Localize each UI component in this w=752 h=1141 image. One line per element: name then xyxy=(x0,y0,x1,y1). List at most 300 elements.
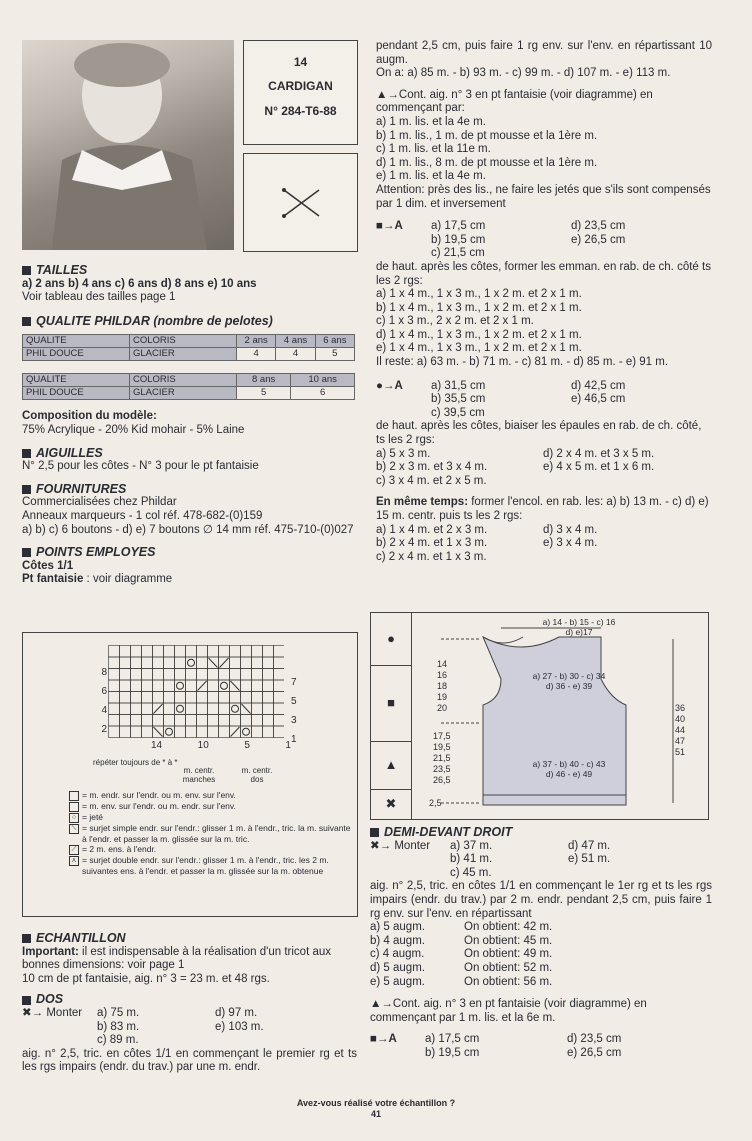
yarn-table-2 xyxy=(22,373,355,400)
row-label: 5 xyxy=(291,696,297,707)
yarn-over-mark xyxy=(243,728,250,735)
grid-cell xyxy=(208,692,219,704)
stitch-grid xyxy=(108,641,284,739)
pattern-card xyxy=(243,40,358,145)
row-label: 1 xyxy=(291,734,297,745)
yarn-over-mark xyxy=(221,682,228,689)
needles-card xyxy=(243,153,358,252)
size-value: d) 42,5 cm xyxy=(571,379,626,392)
grid-cell xyxy=(175,669,186,681)
table-cell: 5 xyxy=(237,387,291,400)
legend-item: = m. env. sur l'endr. ou m. endr. sur l'env. xyxy=(69,801,351,812)
grid-cell xyxy=(175,692,186,704)
grid-cell xyxy=(230,715,241,727)
list-item: a) 1 x 4 m. et 2 x 3 m. xyxy=(376,523,488,536)
qualite-heading: QUALITE PHILDAR (nombre de pelotes) xyxy=(22,315,357,329)
grid-cell xyxy=(153,646,164,658)
devant-heading: DEMI-DEVANT DROIT xyxy=(370,826,712,840)
devant-text: aig. n° 2,5, tric. en côtes 1/1 en commençant le 1er rg et ts les rgs impairs (endr. du trav.) par 2 m. endr. pendant 2,5 cm, puis faire 1 rg env. sur l'env. en répartissant xyxy=(370,880,712,920)
right-p4: Attention: près des lis., ne faire les jetés que s'ils sont compensés par 1 dim. et inversement xyxy=(376,183,711,210)
points-heading: POINTS EMPLOYES xyxy=(22,546,357,560)
grid-cell xyxy=(186,715,197,727)
size-value: c) 21,5 cm xyxy=(431,247,485,260)
aiguilles-heading: AIGUILLES xyxy=(22,447,357,461)
center-sleeves: m. centr. manches xyxy=(182,766,216,784)
size-value: b) 35,5 cm xyxy=(431,393,486,406)
table-cell: 5 xyxy=(315,348,354,361)
grid-cell xyxy=(241,715,252,727)
list-item: c) 2 x 4 m. et 1 x 3 m. xyxy=(376,550,487,563)
skp-mark xyxy=(242,704,251,714)
left-bottom xyxy=(22,926,357,1075)
grid-cell xyxy=(120,669,131,681)
schema-left-lower: 17,5 19,5 21,5 23,5 26,5 xyxy=(433,731,451,785)
legend-item: ⟋ = 2 m. ens. à l'endr. xyxy=(69,844,351,855)
grid-cell xyxy=(208,703,219,715)
grid-cell xyxy=(252,703,263,715)
size-value: a) 75 m. xyxy=(97,1006,140,1019)
right-column xyxy=(376,40,712,564)
grid-cell xyxy=(197,669,208,681)
yarn-over-icon: ○ xyxy=(69,813,79,823)
col-label: 10 xyxy=(197,740,209,751)
pattern-title: CARDIGAN xyxy=(268,78,333,93)
right-p7: de haut. après les côtes, biaiser les épaules en rab. de ch. côté, ts les 2 rgs: xyxy=(376,420,702,447)
right-p3: ▲→Cont. aig. n° 3 en pt fantaisie (voir diagramme) en commençant par: xyxy=(376,88,653,115)
cross-icon: ✖ xyxy=(385,796,397,811)
yarn-over-mark xyxy=(232,705,239,712)
grid-cell xyxy=(142,669,153,681)
size-value: d) 97 m. xyxy=(215,1006,258,1019)
sizes-note: Voir tableau des tailles page 1 xyxy=(22,291,176,304)
points-cotes: Côtes 1/1 xyxy=(22,559,74,572)
grid-cell xyxy=(263,657,274,669)
size-value: c) 45 m. xyxy=(450,866,492,879)
grid-cell xyxy=(186,680,197,692)
list-item: e) 1 x 4 m., 1 x 3 m., 1 x 2 m. et 2 x 1 m. xyxy=(376,342,582,355)
grid-cell xyxy=(153,692,164,704)
grid-cell xyxy=(252,646,263,658)
dos-monter: ✖→ Monter xyxy=(22,1006,83,1019)
child-cardigan-image xyxy=(22,40,234,250)
grid-cell xyxy=(230,669,241,681)
grid-cell xyxy=(164,657,175,669)
tailles-heading: TAILLES xyxy=(22,264,357,278)
knit-symbol-icon xyxy=(69,791,79,801)
grid-cell xyxy=(153,680,164,692)
size-value: e) 26,5 cm xyxy=(571,233,626,246)
size-value: b) 41 m. xyxy=(450,853,493,866)
col-label: 5 xyxy=(244,740,250,751)
grid-cell xyxy=(197,726,208,738)
grid-cell xyxy=(241,657,252,669)
table-cell: GLACIER xyxy=(130,348,237,361)
grid-cell xyxy=(164,692,175,704)
model-photo xyxy=(22,40,234,250)
size-value: d) 23,5 cm xyxy=(571,220,626,233)
aiguilles-text: N° 2,5 pour les côtes - N° 3 pour le pt fantaisie xyxy=(22,460,259,473)
grid-cell xyxy=(164,680,175,692)
devant-p2: ▲→Cont. aig. n° 3 en pt fantaisie (voir diagramme) en commençant par 1 m. lis. et la 6e m. xyxy=(370,998,647,1024)
back-schema xyxy=(370,612,709,820)
table-cell: GLACIER xyxy=(130,387,237,400)
grid-cell xyxy=(142,692,153,704)
square-icon: ■ xyxy=(371,665,411,742)
table-header: 2 ans xyxy=(237,335,276,348)
double-decrease-icon: ⋏ xyxy=(69,856,79,866)
grid-cell xyxy=(274,657,285,669)
back-shape-drawing xyxy=(411,613,708,819)
grid-cell xyxy=(131,726,142,738)
right-p1: pendant 2,5 cm, puis faire 1 rg env. sur l'env. en répartissant 10 augm. xyxy=(376,40,712,66)
composition-title: Composition du modèle: xyxy=(22,410,157,423)
table-cell: 4 xyxy=(276,348,315,361)
grid-cell xyxy=(142,703,153,715)
table-header: 6 ans xyxy=(315,335,354,348)
yarn-over-mark xyxy=(188,659,195,666)
grid-cell xyxy=(131,715,142,727)
repeat-note: répéter toujours de * à * xyxy=(93,758,178,767)
footer-question: Avez-vous réalisé votre échantillon ? xyxy=(296,1098,456,1108)
grid-cell xyxy=(252,669,263,681)
purl-symbol-icon xyxy=(69,802,79,812)
pattern-number: 14 xyxy=(293,55,308,69)
size-value: a) 17,5 cm xyxy=(431,220,486,233)
skp-mark xyxy=(154,727,163,737)
grid-cell xyxy=(241,680,252,692)
row-label: 2 xyxy=(101,724,107,735)
schema-legend-column xyxy=(371,613,412,819)
grid-cell xyxy=(219,669,230,681)
square-arrow-icon: ■→A xyxy=(376,220,403,233)
devant-monter: ✖→ Monter xyxy=(370,839,431,852)
list-item: e) 4 x 5 m. et 1 x 6 m. xyxy=(543,461,655,474)
table-cell: PHIL DOUCE xyxy=(23,348,130,361)
col-label: 14 xyxy=(151,740,163,751)
grid-cell xyxy=(263,646,274,658)
front-section xyxy=(370,826,712,1061)
list-item: a) 5 x 3 m. xyxy=(376,447,431,460)
grid-cell xyxy=(263,715,274,727)
list-item: e) 1 m. lis. et la 4e m. xyxy=(376,170,486,183)
grid-cell xyxy=(153,657,164,669)
row-label: 7 xyxy=(291,677,297,688)
grid-cell xyxy=(164,646,175,658)
size-value: d) 47 m. xyxy=(568,839,611,852)
schema-bottom-label: a) 37 - b) 40 - c) 43 d) 46 - e) 49 xyxy=(532,759,606,779)
grid-cell xyxy=(175,726,186,738)
grid-cell xyxy=(263,692,274,704)
armhole-heights xyxy=(376,220,712,261)
grid-cell xyxy=(241,692,252,704)
list-item: a) 1 x 4 m., 1 x 3 m., 1 x 2 m. et 2 x 1 m. xyxy=(376,288,582,301)
grid-cell xyxy=(109,703,120,715)
grid-cell xyxy=(131,680,142,692)
size-value: c) 39,5 cm xyxy=(431,406,485,419)
legend-item: ⋏ = surjet double endr. sur l'endr.: glisser 1 m. à l'endr., tric. les 2 m. suivantes ens. à l'endr. et passer la m. glissée sur la m. obtenue xyxy=(69,855,351,876)
yarn-over-mark xyxy=(177,682,184,689)
legend-item: ⟍ = surjet simple endr. sur l'endr.: glisser 1 m. à l'endr., tric. la m. suivante à l'endr. et passer la m. glissée sur la m. tric. xyxy=(69,823,351,844)
k2tog-mark xyxy=(231,727,240,737)
list-item: d) 1 x 4 m., 1 x 3 m., 1 x 2 m. et 2 x 1 m. xyxy=(376,328,582,341)
knitting-needles-icon xyxy=(244,154,357,251)
grid-cell xyxy=(230,657,241,669)
page-number: 41 xyxy=(370,1109,381,1119)
grid-cell xyxy=(263,680,274,692)
grid-cell xyxy=(175,646,186,658)
grid-cell xyxy=(142,646,153,658)
list-item: c) 1 x 3 m., 2 x 2 m. et 2 x 1 m. xyxy=(376,315,534,328)
size-value: a) 17,5 cm xyxy=(425,1033,480,1046)
grid-cell xyxy=(197,715,208,727)
grid-cell xyxy=(252,657,263,669)
size-value: b) 83 m. xyxy=(97,1020,140,1033)
grid-cell xyxy=(153,715,164,727)
row-label: 3 xyxy=(291,715,297,726)
grid-cell xyxy=(131,646,142,658)
grid-cell xyxy=(153,669,164,681)
row-label: 4 xyxy=(101,705,107,716)
grid-cell xyxy=(274,703,285,715)
grid-cell xyxy=(142,715,153,727)
pattern-ref: N° 284-T6-88 xyxy=(264,104,337,119)
dos-cast-on xyxy=(22,1007,357,1048)
table-header: 8 ans xyxy=(237,374,291,387)
grid-cell xyxy=(142,726,153,738)
size-value: e) 26,5 cm xyxy=(567,1046,622,1059)
bullet-square-icon xyxy=(22,934,31,943)
row-labels-left xyxy=(95,663,107,739)
grid-cell xyxy=(109,646,120,658)
list-item: b) 1 m. lis., 1 m. de pt mousse et la 1ère m. xyxy=(376,129,598,142)
grid-cell xyxy=(274,646,285,658)
fournitures-line: Commercialisées chez Phildar xyxy=(22,496,177,509)
chart-legend xyxy=(69,790,351,876)
bullet-square-icon xyxy=(22,548,31,557)
row-labels-right xyxy=(291,673,303,749)
grid-cell xyxy=(219,703,230,715)
grid-cell xyxy=(263,726,274,738)
schema-top-label: a) 14 - b) 15 - c) 16 d) e)17 xyxy=(542,617,616,637)
grid-cell xyxy=(197,692,208,704)
devant-heights xyxy=(370,1033,712,1060)
grid-cell xyxy=(208,646,219,658)
fournitures-line: a) b) c) 6 boutons - d) e) 7 boutons ∅ 14 mm réf. 475-710-(0)027 xyxy=(22,523,354,536)
grid-cell xyxy=(274,680,285,692)
grid-cell xyxy=(197,657,208,669)
echantillon-heading: ECHANTILLON xyxy=(22,932,357,946)
grid-cell xyxy=(230,692,241,704)
table-cell: PHIL DOUCE xyxy=(23,387,130,400)
grid-cell xyxy=(120,692,131,704)
bullet-square-icon xyxy=(22,996,31,1005)
grid-cell xyxy=(186,692,197,704)
grid-cell xyxy=(175,657,186,669)
grid-cell xyxy=(263,669,274,681)
grid-cell xyxy=(219,726,230,738)
grid-cell xyxy=(120,715,131,727)
grid-cell xyxy=(219,692,230,704)
list-item: d) 2 x 4 m. et 3 x 5 m. xyxy=(543,447,655,460)
grid-cell xyxy=(219,646,230,658)
grid-cell xyxy=(109,715,120,727)
sizes-list: a) 2 ans b) 4 ans c) 6 ans d) 8 ans e) 10 ans xyxy=(22,277,257,290)
echantillon-gauge: 10 cm de pt fantaisie, aig. n° 3 = 23 m. et 48 rgs. xyxy=(22,972,270,985)
list-item: b) 2 x 4 m. et 1 x 3 m. xyxy=(376,537,488,550)
bullet-square-icon xyxy=(22,317,31,326)
shoulder-heights xyxy=(376,380,712,421)
right-p2: On a: a) 85 m. - b) 93 m. - c) 99 m. - d) 107 m. - e) 113 m. xyxy=(376,67,671,80)
size-value: d) 23,5 cm xyxy=(567,1033,622,1046)
grid-cell xyxy=(109,692,120,704)
size-value: e) 46,5 cm xyxy=(571,393,626,406)
grid-cell xyxy=(109,726,120,738)
grid-cell xyxy=(131,657,142,669)
list-item: e) 3 x 4 m. xyxy=(543,537,598,550)
table-header: 4 ans xyxy=(276,335,315,348)
legend-item: ○ = jeté xyxy=(69,812,351,823)
neck-list xyxy=(376,524,712,565)
k2tog-mark xyxy=(220,658,229,668)
grid-cell xyxy=(208,680,219,692)
list-item: c) 3 x 4 m. et 2 x 5 m. xyxy=(376,474,487,487)
k2tog-icon: ⟋ xyxy=(69,845,79,855)
list-item: a) 1 m. lis. et la 4e m. xyxy=(376,115,486,128)
grid-cell xyxy=(274,669,285,681)
size-value: a) 31,5 cm xyxy=(431,379,486,392)
list-item: c) 1 m. lis. et la 11e m. xyxy=(376,143,491,156)
k2tog-mark xyxy=(198,681,207,691)
grid-cell xyxy=(142,680,153,692)
left-column xyxy=(22,258,357,587)
grid-cell xyxy=(109,680,120,692)
stitch-chart-box xyxy=(22,632,358,917)
grid-cell xyxy=(186,703,197,715)
schema-left-upper: 14 16 18 19 20 xyxy=(437,659,448,713)
grid-cell xyxy=(208,715,219,727)
echantillon-text: Important: il est indispensable à la réalisation d'un tricot aux bonnes dimensions: voir page 1 xyxy=(22,945,332,972)
grid-cell xyxy=(109,657,120,669)
row-label: 6 xyxy=(101,686,107,697)
right-p5: de haut. après les côtes, former les emman. en rab. de ch. côté ts les 2 rgs: xyxy=(376,260,711,287)
grid-cell xyxy=(164,669,175,681)
square-arrow-icon: ■→A xyxy=(370,1033,397,1046)
grid-cell xyxy=(219,715,230,727)
increase-list: a) 5 augm. On obtient: 42 m. b) 4 augm. On obtient: 45 m. c) 4 augm. On obtient: 49 m. d) 5 augm. On obtient: 52 m. e) 5 augm. On obtient: 56 m. xyxy=(370,921,553,988)
table-header: COLORIS xyxy=(130,374,237,387)
grid-cell xyxy=(164,703,175,715)
grid-cell xyxy=(120,680,131,692)
composition-text: 75% Acrylique - 20% Kid mohair - 5% Laine xyxy=(22,423,245,436)
grid-cell xyxy=(142,657,153,669)
fournitures-heading: FOURNITURES xyxy=(22,483,357,497)
list-item: b) 1 x 4 m., 1 x 3 m., 1 x 2 m. et 2 x 1 m. xyxy=(376,301,582,314)
grid-cell xyxy=(175,715,186,727)
grid-cell xyxy=(131,703,142,715)
dos-text: aig. n° 2,5, tric. en côtes 1/1 en commençant le premier rg et ts les rgs impairs (endr. du trav.) par une m. endr. xyxy=(22,1047,357,1074)
grid-cell xyxy=(186,726,197,738)
table-header: QUALITE xyxy=(23,374,130,387)
circle-icon: ● xyxy=(371,613,411,666)
legend-item: = m. endr. sur l'endr. ou m. env. sur l'env. xyxy=(69,790,351,801)
devant-cast-on xyxy=(370,840,712,881)
row-label: 8 xyxy=(101,667,107,678)
grid-cell xyxy=(252,680,263,692)
yarn-over-mark xyxy=(166,728,173,735)
grid-cell xyxy=(274,726,285,738)
grid-cell xyxy=(120,703,131,715)
yarn-over-mark xyxy=(177,705,184,712)
size-value: b) 19,5 cm xyxy=(431,233,486,246)
size-value: b) 19,5 cm xyxy=(425,1046,480,1059)
schema-mid-label: a) 27 - b) 30 - c) 34 d) 36 - e) 39 xyxy=(532,671,606,691)
skp-icon: ⟍ xyxy=(69,824,79,834)
grid-cell xyxy=(197,703,208,715)
k2tog-mark xyxy=(154,704,163,714)
shoulder-list xyxy=(376,448,712,489)
circle-arrow-icon: ●→A xyxy=(376,379,403,392)
list-item: d) 1 m. lis., 8 m. de pt mousse et la 1ère m. xyxy=(376,156,598,169)
triangle-icon: ▲ xyxy=(371,741,411,790)
grid-cell xyxy=(208,669,219,681)
right-p6: Il reste: a) 63 m. - b) 71 m. - c) 81 m. - d) 85 m. - e) 91 m. xyxy=(376,356,669,369)
grid-cell xyxy=(131,669,142,681)
col-labels xyxy=(151,739,291,753)
bullet-square-icon xyxy=(370,828,379,837)
schema-rib: 2,5 xyxy=(429,798,442,808)
list-item: d) 3 x 4 m. xyxy=(543,523,598,536)
grid-cell xyxy=(252,726,263,738)
table-header: 10 ans xyxy=(291,374,355,387)
grid-cell xyxy=(263,703,274,715)
grid-cell xyxy=(241,669,252,681)
table-cell: 4 xyxy=(237,348,276,361)
grid-cell xyxy=(274,692,285,704)
grid-cell xyxy=(197,646,208,658)
grid-cell xyxy=(109,669,120,681)
grid-cell xyxy=(252,715,263,727)
table-header: COLORIS xyxy=(130,335,237,348)
size-value: e) 103 m. xyxy=(215,1020,264,1033)
fournitures-line: Anneaux marqueurs - 1 col réf. 478-682-(0)159 xyxy=(22,509,263,522)
table-header: QUALITE xyxy=(23,335,130,348)
skp-mark xyxy=(209,658,218,668)
center-back: m. centr. dos xyxy=(241,766,273,784)
list-item: b) 2 x 3 m. et 3 x 4 m. xyxy=(376,461,488,474)
col-label: 1 xyxy=(285,740,291,751)
grid-cell xyxy=(186,669,197,681)
schema-right: 36 40 44 47 51 xyxy=(675,703,686,757)
grid-cell xyxy=(120,657,131,669)
skp-mark xyxy=(231,681,240,691)
yarn-table-1 xyxy=(22,334,355,361)
grid-cell xyxy=(131,692,142,704)
grid-cell xyxy=(186,646,197,658)
grid-cell xyxy=(274,715,285,727)
grid-cell xyxy=(230,646,241,658)
grid-cell xyxy=(120,646,131,658)
points-fantaisie: Pt fantaisie : voir diagramme xyxy=(22,573,173,586)
grid-cell xyxy=(208,726,219,738)
grid-cell xyxy=(164,715,175,727)
grid-cell xyxy=(241,646,252,658)
size-value: a) 37 m. xyxy=(450,839,493,852)
size-value: e) 51 m. xyxy=(568,853,611,866)
dos-heading: DOS xyxy=(22,993,357,1007)
size-value: c) 89 m. xyxy=(97,1034,139,1047)
bullet-square-icon xyxy=(22,266,31,275)
grid-cell xyxy=(120,726,131,738)
